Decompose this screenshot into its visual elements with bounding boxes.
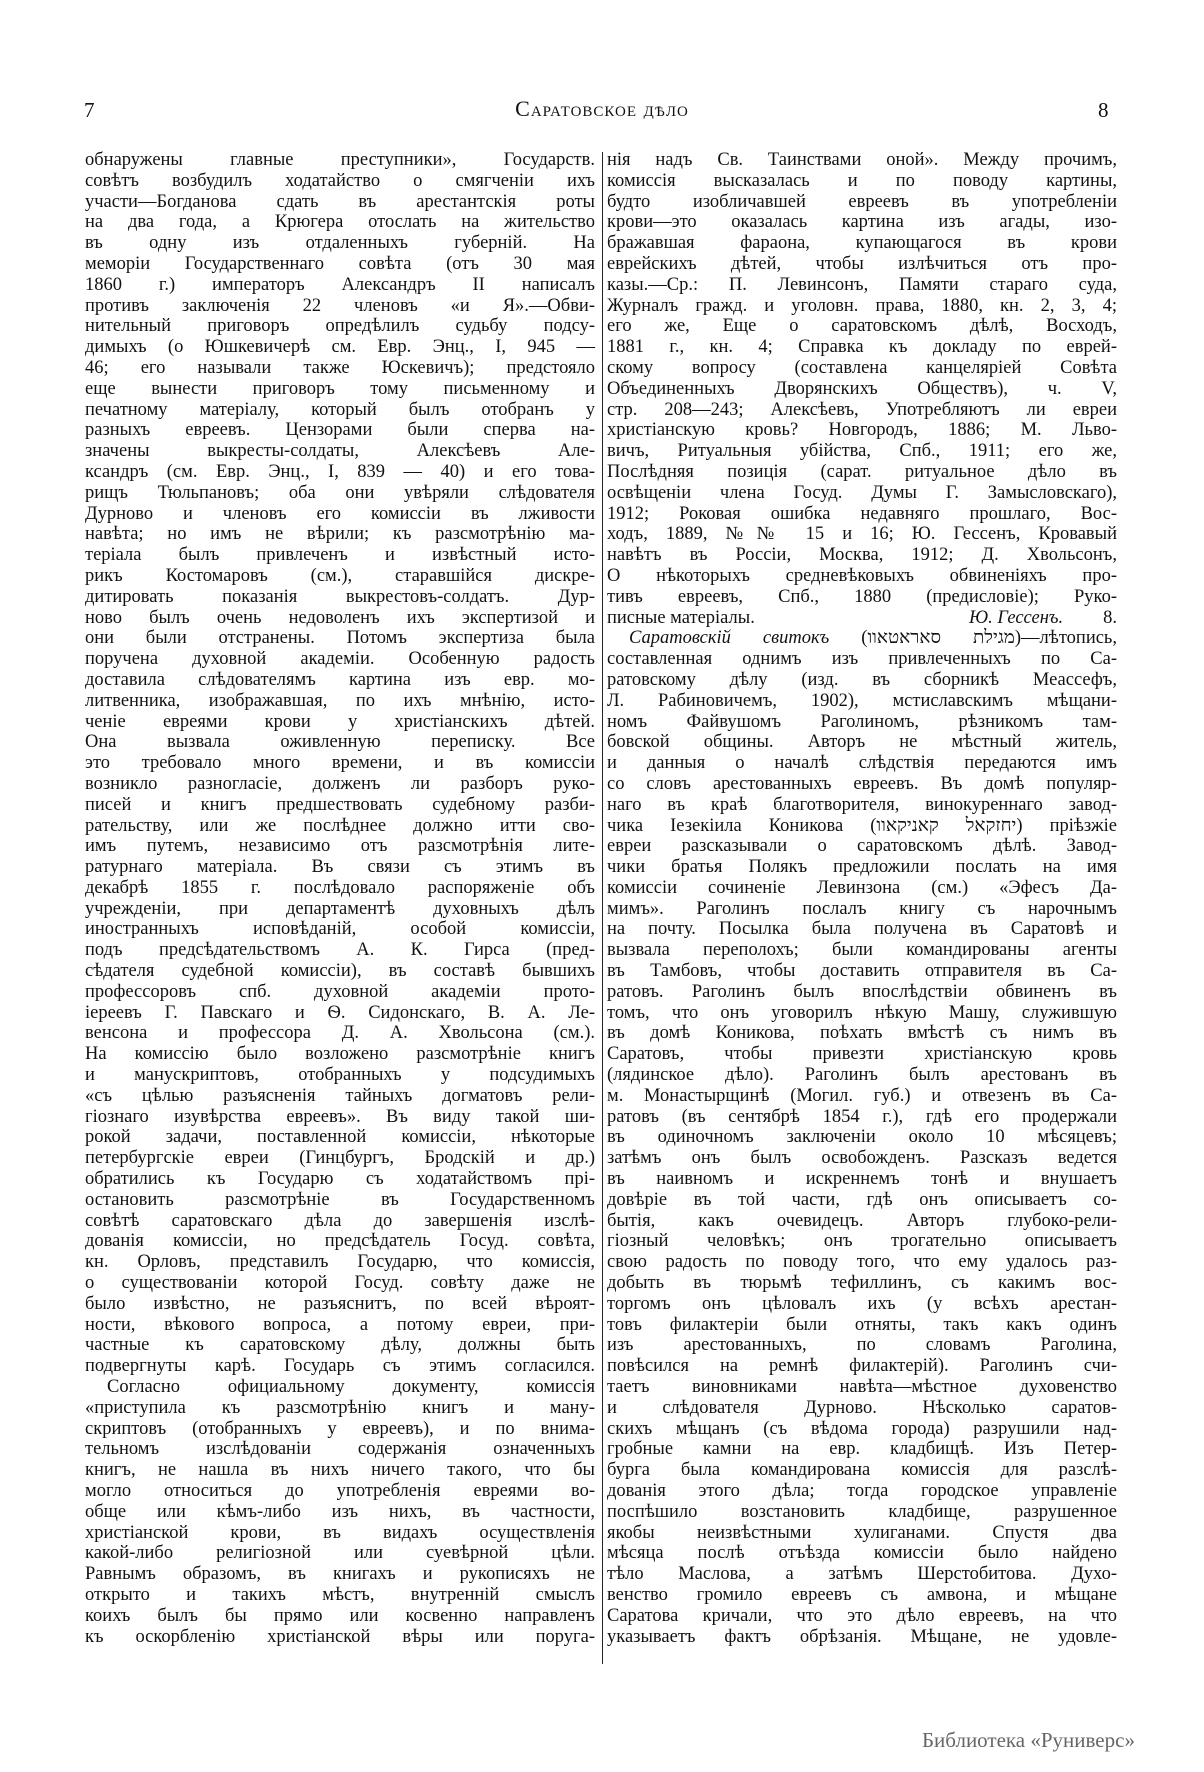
text-line: въ одну изъ отдаленныхъ губерній. На xyxy=(85,233,595,254)
text-line: О нѣкоторыхъ средневѣковыхъ обвиненіяхъ про- xyxy=(607,565,1117,586)
text-line: «приступила къ разсмотрѣнію книгъ и ману- xyxy=(85,1397,595,1418)
text-line: якобы неизвѣстными хулиганами. Спустя два xyxy=(607,1522,1117,1543)
text-line: петербургскіе евреи (Гинцбургъ, Бродскій и др.) xyxy=(85,1148,595,1169)
text-line: 1912; Роковая ошибка недавняго прошлаго, Вос- xyxy=(607,503,1117,524)
text-line: теріала былъ привлеченъ и извѣстный исто- xyxy=(85,545,595,566)
text-line: сѣдателя судебной комиссіи), въ составѣ бывшихъ xyxy=(85,961,595,982)
text-line: на два года, а Крюгера отослать на жительство xyxy=(85,212,595,233)
author-name: Ю. Гессенъ. xyxy=(969,607,1064,628)
text-line: крови—это оказалась картина изъ агады, изо- xyxy=(607,212,1117,233)
text-line: навѣтъ въ Россіи, Москва, 1912; Д. Хвольсонъ, xyxy=(607,545,1117,566)
text-line: о существованіи которой Госуд. совѣту даже не xyxy=(85,1273,595,1294)
text-line: Дурново и членовъ его комиссіи въ лживости xyxy=(85,503,595,524)
text-line-start: писные матеріалы. xyxy=(607,607,755,628)
text-line: гробные камни на евр. кладбищѣ. Изъ Петер- xyxy=(607,1439,1117,1460)
text-line: бытія, какъ очевидецъ. Авторъ глубоко-рели- xyxy=(607,1210,1117,1231)
text-line: стр. 208—243; Алексѣевъ, Употребляютъ ли евреи xyxy=(607,399,1117,420)
text-line: рокой задачи, поставленной комиссіи, нѣкоторые xyxy=(85,1127,595,1148)
text-line: Журналъ гражд. и уголовн. права, 1880, кн. 2, 3, 4; xyxy=(607,295,1117,316)
text-line xyxy=(607,608,1117,629)
text-line: на почту. Посылка была получена въ Саратовѣ и xyxy=(607,919,1117,940)
text-line: участи—Богданова сдать въ арестантскія роты xyxy=(85,191,595,212)
text-line: противъ заключенія 22 членовъ «и Я».—Обви- xyxy=(85,295,595,316)
text-line: обще или кѣмъ-либо изъ нихъ, въ частности, xyxy=(85,1501,595,1522)
text-line: рикъ Костомаровъ (см.), старавшійся дискре- xyxy=(85,565,595,586)
text-line: Саратова кричали, что это дѣло евреевъ, на что xyxy=(607,1605,1117,1626)
text-line: добыть въ тюрьмѣ тефиллинъ, съ какимъ вос- xyxy=(607,1273,1117,1294)
text-line: книгъ, не нашла въ нихъ ничего такого, что бы xyxy=(85,1460,595,1481)
text-line: торгомъ онъ цѣловалъ ихъ (у всѣхъ арестан- xyxy=(607,1293,1117,1314)
text-line: доставила слѣдователямъ картина изъ евр. мо- xyxy=(85,669,595,690)
text-line: совѣтъ возбудилъ ходатайство о смягченіи ихъ xyxy=(85,170,595,191)
text-line: гіозный человѣкъ; онъ трогательно описываетъ xyxy=(607,1231,1117,1252)
text-line: и данныя о началѣ слѣдствія передаются имъ xyxy=(607,753,1117,774)
text-line: свою радость по поводу того, что ему удалось раз- xyxy=(607,1252,1117,1273)
text-line: скриптовъ (отобранныхъ у евреевъ), и по внима- xyxy=(85,1418,595,1439)
text-line: меморіи Государственнаго совѣта (отъ 30 мая xyxy=(85,253,595,274)
text-line: въ одиночномъ заключеніи около 10 мѣсяцевъ; xyxy=(607,1127,1117,1148)
text-line: христіанскую кровь? Новгородъ, 1886; М. Льво- xyxy=(607,420,1117,441)
text-line: затѣмъ онъ былъ освобожденъ. Разсказъ ведется xyxy=(607,1148,1117,1169)
text-line: Она вызвала оживленную переписку. Все xyxy=(85,732,595,753)
text-line: значены выкресты-солдаты, Алексѣевъ Але- xyxy=(85,441,595,462)
text-line: м. Монастырщинѣ (Могил. губ.) и отвезенъ въ Са- xyxy=(607,1085,1117,1106)
text-line: ново былъ очень недоволенъ ихъ экспертизой и xyxy=(85,607,595,628)
text-line: кн. Орловъ, представилъ Государю, что комиссія, xyxy=(85,1252,595,1273)
text-line: «съ цѣлью разъясненія тайныхъ догматовъ рели- xyxy=(85,1085,595,1106)
text-line: казы.—Ср.: П. Левинсонъ, Памяти стараго суда, xyxy=(607,274,1117,295)
text-line: 1860 г.) императоръ Александръ II написалъ xyxy=(85,274,595,295)
text-line: ходъ, 1889, №№ 15 и 16; Ю. Гессенъ, Кровавый xyxy=(607,524,1117,545)
text-line: его же, Еще о саратовскомъ дѣлѣ, Восходъ, xyxy=(607,316,1117,337)
text-line: имъ путемъ, независимо отъ разсмотрѣнія лите- xyxy=(85,836,595,857)
text-line: указываетъ фактъ обрѣзанія. Мѣщане, не удовле- xyxy=(607,1626,1117,1647)
text-line: іереевъ Г. Павскаго и Ѳ. Сидонскаго, В. А. Ле- xyxy=(85,1002,595,1023)
column-divider xyxy=(602,152,603,1664)
text-line: иностранныхъ исповѣданій, особой комиссіи, xyxy=(85,919,595,940)
text-line: литвенника, изображавшая, по ихъ мнѣнію, исто- xyxy=(85,690,595,711)
text-line: скихъ мѣщанъ (съ вѣдома города) разрушили над- xyxy=(607,1418,1117,1439)
text-line: ратовъ. Раголинъ былъ впослѣдствіи обвиненъ въ xyxy=(607,981,1117,1002)
text-line: декабрѣ 1855 г. послѣдовало распоряженіе объ xyxy=(85,877,595,898)
text-line: открыто и такихъ мѣстъ, внутренній смыслъ xyxy=(85,1584,595,1605)
text-line: венство громило евреевъ съ амвона, и мѣщане xyxy=(607,1584,1117,1605)
text-line: На комиссію было возложено разсмотрѣніе книгъ xyxy=(85,1044,595,1065)
text-line: въ наивномъ и искреннемъ тонѣ и внушаетъ xyxy=(607,1169,1117,1190)
text-line: венсона и профессора Д. А. Хвольсона (см.). xyxy=(85,1023,595,1044)
text-line: Послѣдняя позиція (сарат. ритуальное дѣло въ xyxy=(607,461,1117,482)
running-title: Саратовское дѣло xyxy=(515,96,689,121)
text-line: писей и книгъ предшествовать судебному разби- xyxy=(85,794,595,815)
text-line: товъ филактеріи были отняты, такъ какъ одинъ xyxy=(607,1314,1117,1335)
text-line: мѣсяца послѣ отъѣзда комиссіи было найдено xyxy=(607,1543,1117,1564)
text-line: номъ Файвушомъ Раголиномъ, рѣзникомъ там- xyxy=(607,711,1117,732)
text-line: къ оскорбленію христіанской вѣры или поруга- xyxy=(85,1626,595,1647)
text-line: поручена духовной академіи. Особенную радость xyxy=(85,649,595,670)
text-line: и слѣдователя Дурново. Нѣсколько саратов- xyxy=(607,1397,1117,1418)
text-line: таетъ виновниками навѣта—мѣстное духовенство xyxy=(607,1377,1117,1398)
text-line: мимъ». Раголинъ послалъ книгу съ нарочнымъ xyxy=(607,898,1117,919)
text-line: комиссіи сочиненіе Левинзона (см.) «Эфесъ Да- xyxy=(607,877,1117,898)
text-line: ности, вѣкового вопроса, а потому евреи, при- xyxy=(85,1314,595,1335)
text-line: гіознаго изувѣрства евреевъ». Въ виду такой ши- xyxy=(85,1106,595,1127)
text-line: тивъ евреевъ, Спб., 1880 (предисловіе); Руко- xyxy=(607,586,1117,607)
text-line: и манускриптовъ, отобранныхъ у подсудимыхъ xyxy=(85,1065,595,1086)
text-line xyxy=(85,1377,595,1398)
text-line: комиссія высказалась и по поводу картины, xyxy=(607,170,1117,191)
text-line xyxy=(607,628,1117,649)
text-line: Л. Рабиновичемъ, 1902), мстиславскимъ мѣщани- xyxy=(607,690,1117,711)
text-line: разныхъ евреевъ. Цензорами были сперва на- xyxy=(85,420,595,441)
text-line-body: Согласно официальному документу, комиссія xyxy=(107,1377,595,1398)
text-line: обратились къ Государю съ ходатайствомъ прі- xyxy=(85,1169,595,1190)
text-line: бурга была командирована комиссія для разслѣ- xyxy=(607,1460,1117,1481)
text-line: коихъ былъ бы прямо или косвенно направленъ xyxy=(85,1605,595,1626)
text-line: томъ, что онъ уговорилъ нѣкую Машу, служившую xyxy=(607,1002,1117,1023)
text-line: скому вопросу (составлена канцеляріей Совѣта xyxy=(607,357,1117,378)
text-line: еврейскихъ дѣтей, чтобы излѣчиться отъ про- xyxy=(607,253,1117,274)
text-line: составленная однимъ изъ привлеченныхъ по Са- xyxy=(607,649,1117,670)
text-line: (лядинское дѣло). Раголинъ былъ арестованъ въ xyxy=(607,1065,1117,1086)
text-line: христіанской крови, въ видахъ осуществленія xyxy=(85,1522,595,1543)
text-line: подъ предсѣдательствомъ А. К. Гирса (пред- xyxy=(85,940,595,961)
right-column xyxy=(607,150,1117,1647)
text-line: это требовало много времени, и въ комиссіи xyxy=(85,753,595,774)
text-line: нительный приговоръ опредѣлилъ судьбу подсу- xyxy=(85,316,595,337)
text-line: обнаружены главные преступники», Государств. xyxy=(85,150,595,170)
text-line: они были отстранены. Потомъ экспертиза была xyxy=(85,628,595,649)
text-line: навѣта; но имъ не вѣрили; къ разсмотрѣнію ма- xyxy=(85,524,595,545)
text-line: остановить разсмотрѣніе въ Государственномъ xyxy=(85,1189,595,1210)
text-line: ксандръ (см. Евр. Энц., I, 839 — 40) и его това- xyxy=(85,461,595,482)
text-line: учрежденіи, при департаментѣ духовныхъ дѣлъ xyxy=(85,898,595,919)
text-line: рищъ Тюльпановъ; оба они увѣряли слѣдователя xyxy=(85,482,595,503)
text-line: частные къ саратовскому дѣлу, должны быть xyxy=(85,1335,595,1356)
text-line: печатному матеріалу, который былъ отобранъ у xyxy=(85,399,595,420)
text-line: рательству, или же послѣднее должно итти сво- xyxy=(85,815,595,836)
text-line: довѣріе въ той части, гдѣ онъ описываетъ со- xyxy=(607,1189,1117,1210)
text-line: освѣщеніи члена Госуд. Думы Г. Замысловскаго), xyxy=(607,482,1117,503)
text-line: Объединенныхъ Дворянскихъ Обществъ), ч. V, xyxy=(607,378,1117,399)
left-column xyxy=(85,150,595,1647)
text-line: поспѣшило возстановить кладбище, разрушенное xyxy=(607,1501,1117,1522)
text-line: возникло разногласіе, долженъ ли разборъ руко- xyxy=(85,773,595,794)
text-line: димыхъ (о Юшкевичерѣ см. Евр. Энц., I, 945 — xyxy=(85,337,595,358)
text-line: бражавшая фараона, купающагося въ крови xyxy=(607,233,1117,254)
text-line: тельномъ изслѣдованіи содержанія означенныхъ xyxy=(85,1439,595,1460)
text-line: дованія комиссіи, но предсѣдатель Госуд. совѣта, xyxy=(85,1231,595,1252)
text-line: 1881 г., кн. 4; Справка къ докладу по еврей- xyxy=(607,337,1117,358)
text-line: тѣло Маслова, а затѣмъ Шерстобитова. Духо- xyxy=(607,1564,1117,1585)
text-line: Равнымъ образомъ, въ книгахъ и рукописяхъ не xyxy=(85,1564,595,1585)
text-line: изъ арестованныхъ, по словамъ Раголина, xyxy=(607,1335,1117,1356)
text-line: профессоровъ спб. духовной академіи прото- xyxy=(85,981,595,1002)
text-line: чики братья Полякъ предложили послать на имя xyxy=(607,857,1117,878)
text-line: совѣтѣ саратовскаго дѣла до завершенія изслѣ- xyxy=(85,1210,595,1231)
text-line: ратурнаго матеріала. Въ связи съ этимъ въ xyxy=(85,857,595,878)
text-line: подвергнуты карѣ. Государь съ этимъ согласился. xyxy=(85,1356,595,1377)
text-line: евреи разсказывали о саратовскомъ дѣлѣ. Завод- xyxy=(607,836,1117,857)
text-line: наго въ краѣ благотворителя, винокуреннаго завод- xyxy=(607,794,1117,815)
text-line: повѣсился на ремнѣ филактерій). Раголинъ счи- xyxy=(607,1356,1117,1377)
text-line: чика Іезекіила Коникова (יחזקאל קאניקאוו) пріѣзжіе xyxy=(607,815,1118,836)
text-line: бовской общины. Авторъ не мѣстный житель, xyxy=(607,732,1117,753)
text-line: въ Тамбовъ, чтобы доставить отправителя въ Са- xyxy=(607,961,1117,982)
text-line: дованія этого дѣла; тогда городское управленіе xyxy=(607,1481,1117,1501)
text-line: нія надъ Св. Таинствами оной». Между прочимъ, xyxy=(607,150,1117,170)
author-signature xyxy=(969,608,1117,629)
text-line: какой-либо религіозной или суевѣрной цѣли. xyxy=(85,1543,595,1564)
text-line-body: (מגילת סאראטאוו)—лѣтопись, xyxy=(829,628,1117,649)
entry-heading: Саратовскій свитокъ xyxy=(629,628,830,649)
text-line: въ домѣ Коникова, поѣхать вмѣстѣ съ нимъ въ xyxy=(607,1023,1117,1044)
text-line: ченіе евреями крови у христіанскихъ дѣтей. xyxy=(85,711,595,732)
text-line: со словъ арестованныхъ евреевъ. Въ домѣ популяр- xyxy=(607,773,1117,794)
text-line: вичъ, Ритуальныя убійства, Спб., 1911; его же, xyxy=(607,441,1117,462)
text-line: могло относиться до употребленія евреями во- xyxy=(85,1481,595,1501)
text-line: ратовскому дѣлу (изд. въ сборникѣ Меассефъ, xyxy=(607,669,1117,690)
text-line: 46; его называли также Юскевичъ); предстояло xyxy=(85,357,595,378)
page-number-right: 8 xyxy=(1098,98,1109,122)
text-line: Саратовъ, чтобы привезти христіанскую кровь xyxy=(607,1044,1117,1065)
library-watermark: Библиотека «Руниверс» xyxy=(922,1728,1135,1752)
text-line: еще вынести приговоръ тому письменному и xyxy=(85,378,595,399)
page-number-left: 7 xyxy=(84,98,95,122)
text-line: дитировать показанія выкрестовъ-солдатъ. Дур- xyxy=(85,586,595,607)
text-line: ратовъ (въ сентябрѣ 1854 г.), гдѣ его продержали xyxy=(607,1106,1117,1127)
text-line: будто изобличавшей евреевъ въ употребленіи xyxy=(607,191,1117,212)
author-code: 8. xyxy=(1103,607,1117,628)
text-line: вызвала переполохъ; были командированы агенты xyxy=(607,940,1117,961)
text-line: было извѣстно, не разъяснитъ, по всей вѣроят- xyxy=(85,1293,595,1314)
